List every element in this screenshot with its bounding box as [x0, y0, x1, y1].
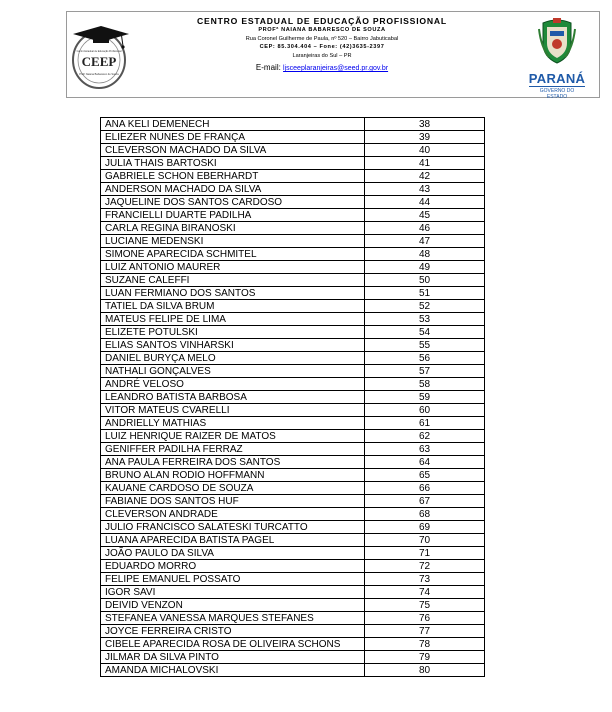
student-number-cell: 68: [365, 508, 485, 521]
student-name-cell: ANDRIELLY MATHIAS: [101, 417, 365, 430]
table-row: [101, 573, 485, 586]
student-name-cell: LEANDRO BATISTA BARBOSA: [101, 391, 365, 404]
table-row: [101, 196, 485, 209]
student-number-cell: 69: [365, 521, 485, 534]
student-number-cell: 70: [365, 534, 485, 547]
student-name-cell: JOYCE FERREIRA CRISTO: [101, 625, 365, 638]
table-row: [101, 521, 485, 534]
ceep-logo: [71, 18, 133, 92]
student-name-cell: MATEUS FELIPE DE LIMA: [101, 313, 365, 326]
student-number-cell: 38: [365, 118, 485, 131]
table-row: [101, 534, 485, 547]
institution-title: CENTRO ESTADUAL DE EDUCAÇÃO PROFISSIONAL: [197, 16, 447, 26]
student-number-cell: 51: [365, 287, 485, 300]
student-number-cell: 78: [365, 638, 485, 651]
parana-logo: [525, 17, 589, 100]
student-name-cell: ANDRÉ VELOSO: [101, 378, 365, 391]
institution-city: Laranjeiras do Sul – PR: [292, 52, 352, 59]
email-link[interactable]: ljsceeplaranjeiras@seed.pr.gov.br: [283, 65, 389, 72]
student-name-cell: GABRIELE SCHON EBERHARDT: [101, 170, 365, 183]
letterhead: [66, 11, 600, 98]
student-number-cell: 47: [365, 235, 485, 248]
table-row: [101, 235, 485, 248]
student-number-cell: 72: [365, 560, 485, 573]
table-row: [101, 404, 485, 417]
student-name-cell: GENIFFER PADILHA FERRAZ: [101, 443, 365, 456]
table-row: [101, 378, 485, 391]
student-name-cell: LUIZ ANTONIO MAURER: [101, 261, 365, 274]
student-name-cell: VITOR MATEUS CVARELLI: [101, 404, 365, 417]
student-name-cell: ANDERSON MACHADO DA SILVA: [101, 183, 365, 196]
table-row: [101, 326, 485, 339]
table-row: [101, 391, 485, 404]
student-number-cell: 66: [365, 482, 485, 495]
student-name-cell: DEIVID VENZON: [101, 599, 365, 612]
table-row: [101, 222, 485, 235]
student-name-cell: ELIAS SANTOS VINHARSKI: [101, 339, 365, 352]
table-row: [101, 287, 485, 300]
table-row: [101, 430, 485, 443]
student-number-cell: 74: [365, 586, 485, 599]
table-row: [101, 144, 485, 157]
student-number-cell: 52: [365, 300, 485, 313]
student-number-cell: 55: [365, 339, 485, 352]
student-number-cell: 46: [365, 222, 485, 235]
student-name-cell: CIBELE APARECIDA ROSA DE OLIVEIRA SCHONS: [101, 638, 365, 651]
student-name-cell: TATIEL DA SILVA BRUM: [101, 300, 365, 313]
student-number-cell: 54: [365, 326, 485, 339]
table-row: [101, 599, 485, 612]
student-number-cell: 43: [365, 183, 485, 196]
institution-address: Rua Coronel Guilherme de Paula, nº 520 – Bairro Jabuticabal: [245, 35, 399, 42]
email-line: [167, 63, 477, 72]
student-number-cell: 65: [365, 469, 485, 482]
student-number-cell: 58: [365, 378, 485, 391]
table-row: [101, 586, 485, 599]
student-number-cell: 71: [365, 547, 485, 560]
student-number-cell: 56: [365, 352, 485, 365]
student-name-cell: IGOR SAVI: [101, 586, 365, 599]
letterhead-text: [167, 16, 477, 72]
student-roster-table: [100, 117, 485, 677]
ceep-logo-bottom-text: Profª Naiana Babaresco de Souza: [79, 73, 119, 76]
student-name-cell: CLEVERSON MACHADO DA SILVA: [101, 144, 365, 157]
table-row: [101, 482, 485, 495]
student-number-cell: 67: [365, 495, 485, 508]
student-name-cell: FABIANE DOS SANTOS HUF: [101, 495, 365, 508]
student-name-cell: LUIZ HENRIQUE RAIZER DE MATOS: [101, 430, 365, 443]
table-row: [101, 495, 485, 508]
table-row: [101, 274, 485, 287]
table-row: [101, 638, 485, 651]
student-name-cell: STEFANEA VANESSA MARQUES STEFANES: [101, 612, 365, 625]
table-row: [101, 339, 485, 352]
institution-subtitle: PROFª NAIANA BABARESCO DE SOUZA: [258, 27, 386, 33]
student-number-cell: 63: [365, 443, 485, 456]
student-name-cell: BRUNO ALAN RODIO HOFFMANN: [101, 469, 365, 482]
table-row: [101, 157, 485, 170]
table-row: [101, 417, 485, 430]
student-number-cell: 80: [365, 664, 485, 677]
student-name-cell: SUZANE CALEFFI: [101, 274, 365, 287]
student-number-cell: 59: [365, 391, 485, 404]
student-roster-body: [101, 118, 485, 677]
student-number-cell: 62: [365, 430, 485, 443]
table-row: [101, 612, 485, 625]
table-row: [101, 300, 485, 313]
student-number-cell: 40: [365, 144, 485, 157]
student-number-cell: 50: [365, 274, 485, 287]
student-name-cell: ANA PAULA FERREIRA DOS SANTOS: [101, 456, 365, 469]
student-name-cell: KAUANE CARDOSO DE SOUZA: [101, 482, 365, 495]
student-number-cell: 77: [365, 625, 485, 638]
student-name-cell: ANA KELI DEMENECH: [101, 118, 365, 131]
student-name-cell: FRANCIELLI DUARTE PADILHA: [101, 209, 365, 222]
student-name-cell: JILMAR DA SILVA PINTO: [101, 651, 365, 664]
institution-contact: CEP: 85.304.404 – Fone: (42)3635-2397: [259, 44, 385, 50]
student-name-cell: FELIPE EMANUEL POSSATO: [101, 573, 365, 586]
student-number-cell: 61: [365, 417, 485, 430]
student-name-cell: DANIEL BURYÇA MELO: [101, 352, 365, 365]
student-number-cell: 41: [365, 157, 485, 170]
email-label: E-mail:: [255, 63, 281, 72]
student-number-cell: 79: [365, 651, 485, 664]
coat-of-arms-icon: [537, 17, 577, 67]
student-name-cell: LUCIANE MEDENSKI: [101, 235, 365, 248]
table-row: [101, 183, 485, 196]
parana-subtitle: GOVERNO DO ESTADO: [529, 86, 585, 100]
table-row: [101, 248, 485, 261]
student-number-cell: 60: [365, 404, 485, 417]
table-row: [101, 560, 485, 573]
student-number-cell: 75: [365, 599, 485, 612]
student-name-cell: LUAN FERMIANO DOS SANTOS: [101, 287, 365, 300]
student-name-cell: JULIA THAIS BARTOSKI: [101, 157, 365, 170]
table-row: [101, 443, 485, 456]
student-number-cell: 45: [365, 209, 485, 222]
table-row: [101, 456, 485, 469]
student-number-cell: 42: [365, 170, 485, 183]
table-row: [101, 261, 485, 274]
table-row: [101, 625, 485, 638]
table-row: [101, 170, 485, 183]
student-name-cell: ELIZETE POTULSKI: [101, 326, 365, 339]
student-number-cell: 49: [365, 261, 485, 274]
student-name-cell: SIMONE APARECIDA SCHMITEL: [101, 248, 365, 261]
student-name-cell: EDUARDO MORRO: [101, 560, 365, 573]
table-row: [101, 664, 485, 677]
student-number-cell: 39: [365, 131, 485, 144]
student-name-cell: JAQUELINE DOS SANTOS CARDOSO: [101, 196, 365, 209]
student-number-cell: 76: [365, 612, 485, 625]
student-name-cell: JOÃO PAULO DA SILVA: [101, 547, 365, 560]
student-number-cell: 64: [365, 456, 485, 469]
student-name-cell: JULIO FRANCISCO SALATESKI TURCATTO: [101, 521, 365, 534]
ceep-logo-top-text: Centro Estadual de Educação Profissional: [76, 50, 122, 53]
table-row: [101, 209, 485, 222]
student-number-cell: 53: [365, 313, 485, 326]
table-row: [101, 469, 485, 482]
table-row: [101, 365, 485, 378]
student-name-cell: AMANDA MICHALOVSKI: [101, 664, 365, 677]
table-row: [101, 352, 485, 365]
table-row: [101, 313, 485, 326]
student-name-cell: ELIEZER NUNES DE FRANÇA: [101, 131, 365, 144]
table-row: [101, 118, 485, 131]
table-row: [101, 131, 485, 144]
student-number-cell: 44: [365, 196, 485, 209]
table-row: [101, 508, 485, 521]
ceep-logo-name: CEEP: [81, 54, 117, 69]
student-name-cell: LUANA APARECIDA BATISTA PAGEL: [101, 534, 365, 547]
student-number-cell: 73: [365, 573, 485, 586]
table-row: [101, 547, 485, 560]
student-number-cell: 57: [365, 365, 485, 378]
parana-name: PARANÁ: [528, 71, 586, 86]
table-row: [101, 651, 485, 664]
student-name-cell: NATHALI GONÇALVES: [101, 365, 365, 378]
student-name-cell: CARLA REGINA BIRANOSKI: [101, 222, 365, 235]
student-number-cell: 48: [365, 248, 485, 261]
student-name-cell: CLEVERSON ANDRADE: [101, 508, 365, 521]
